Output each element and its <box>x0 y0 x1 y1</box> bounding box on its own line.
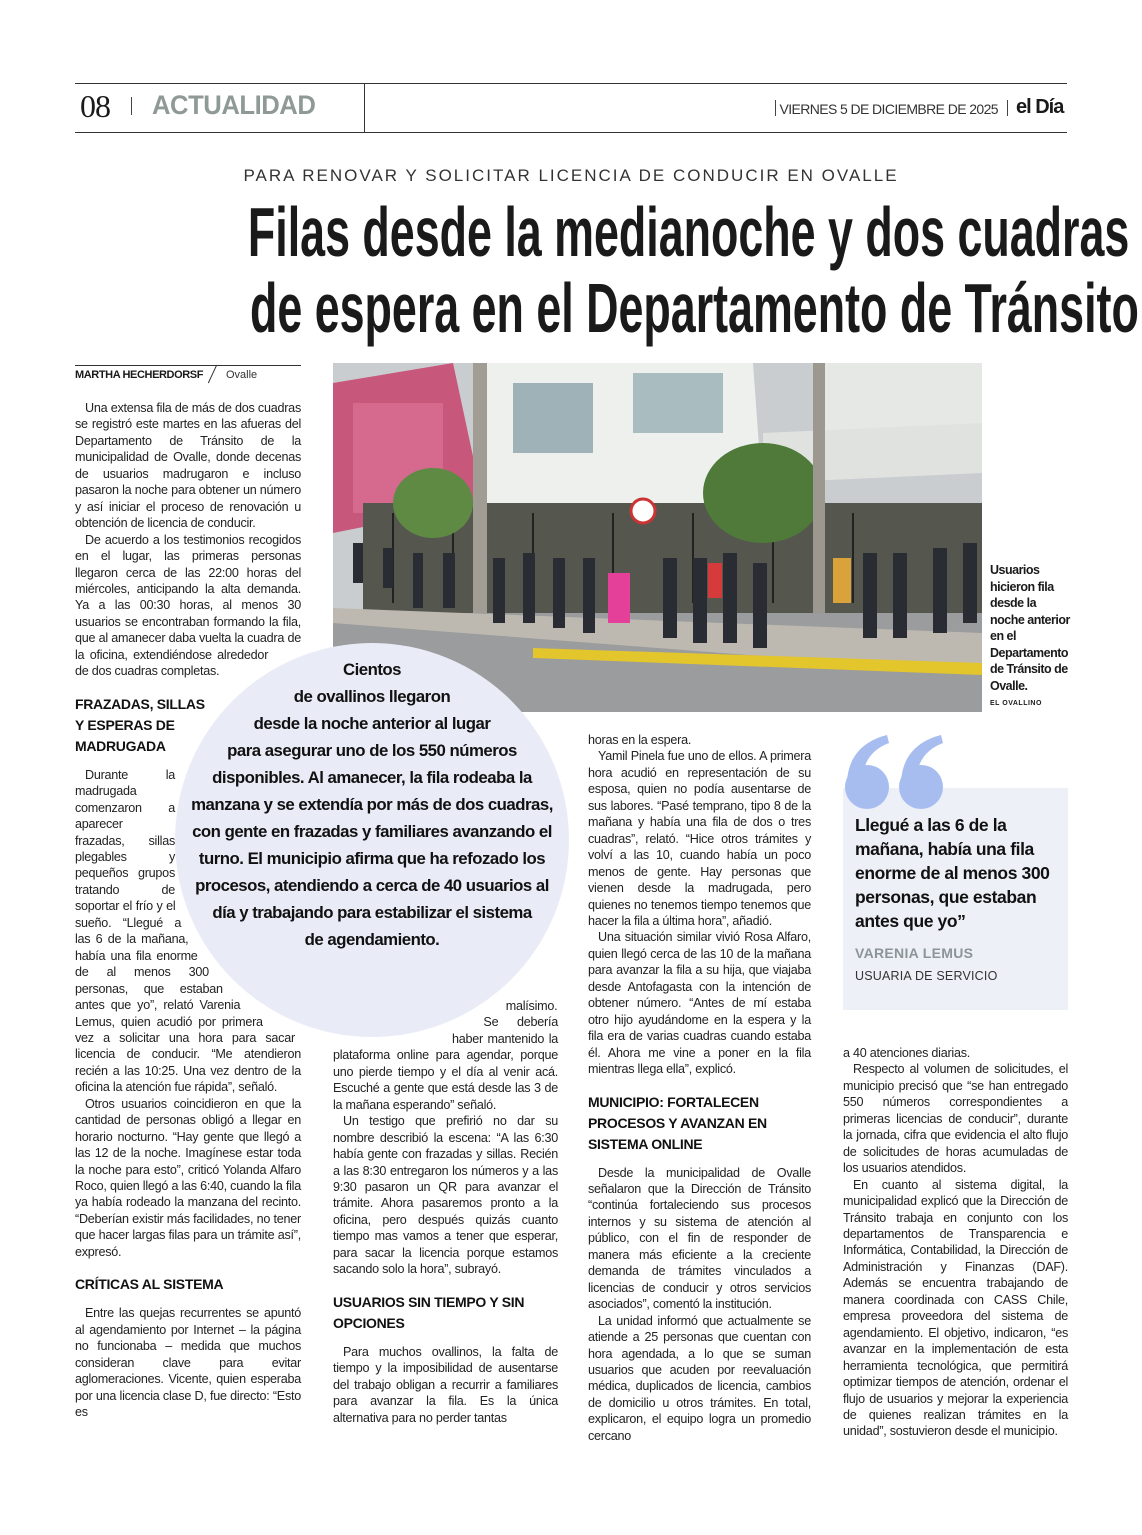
pull-quote-name: VARENIA LEMUS <box>855 945 974 961</box>
article-column-2 <box>333 982 558 1462</box>
page-number: 08 <box>80 88 110 124</box>
section-name: ACTUALIDAD <box>152 90 316 120</box>
paragraph: Otros usuarios coincidieron en que la cantidad de personas obligó a llegar en horario nocturno. “Hay gente que llegó a las 12 de la noche. Imagínese estar toda la noche para esto”, criticó Yolanda Alfaro Roco, quien llegó a las 6:40, cuando la fila ya había rodeado la manzana del recinto. “Deberían existir más facilidades, no tener que hacer largas filas para un trámite así”, expresó. <box>75 1096 301 1259</box>
newspaper-logo: el Día <box>1016 96 1064 118</box>
highlight-circle-block <box>175 646 569 1040</box>
subheading: FRAZADAS, SILLAS Y ESPERAS DE MADRUGADA <box>75 695 205 754</box>
paragraph: Durante la madrugada comenzaron a aparecer frazadas, sillas plegables y pequeños grupos tratando de soportar el frío y el sueño. “Llegué a las 6 de la mañana, había una fila enorme de al menos 300 personas, que estaban antes que yo”, relató Varenia Lemus, quien acudió por primera vez a solicitar una hora para sacar licencia de conducir. “Me atendieron recién a las 10:25. Una vez dentro de la oficina la atención fue rápida”, señaló. <box>75 767 301 1095</box>
paragraph: La unidad informó que actualmente se atiende a 25 personas que cuentan con hora agendada, a lo que se suman usuarios que acuden por reevaluación médica, duplicados de licencia, cambios de domicilio u otros trámites. En total, explicaron, el equipo logra un promedio cercano <box>588 1313 811 1443</box>
headline-line-1 <box>0 193 1142 271</box>
subheading: CRÍTICAS AL SISTEMA <box>75 1276 224 1293</box>
header-top-rule <box>75 83 1067 84</box>
quote-mark-icon <box>843 735 948 810</box>
headline-text: de espera en el Departamento de Tránsito <box>249 269 1139 347</box>
article-column-3 <box>588 732 811 1462</box>
paragraph: Una extensa fila de más de dos cuadras se registró este martes en las afueras del Departamento de Tránsito de la municipalidad de Ovalle, donde decenas de usuarios madrugaron e incluso pasaron la noche para obtener un número y así iniciar el proceso de renovación u obtención de licencia de conducir. <box>75 401 301 531</box>
paragraph: Yamil Pinela fue uno de ellos. A primera hora acudió en representación de su esposa, quien no podía ausentarse de sus labores. “Pasé temprano, tipo 8 de la mañana y había una fila de dos o tres cuadras”, relató. “Hice otros trámites y volví a las 10, cuando había un poco menos de gente. Hay personas que vienen desde la madrugada, pero quienes no tenemos tiempo tenemos que hacer la fila a última hora”, añadió. <box>588 749 811 928</box>
paragraph: Entre las quejas recurrentes se apuntó al agendamiento por Internet – la página no funcionaba – medida que muchos consideran clave para evitar aglomeraciones. Vicente, quien esperaba por una licencia clase D, fue directo: “Esto es <box>75 1306 301 1420</box>
paragraph: En cuanto al sistema digital, la municipalidad explicó que la Dirección de Tránsito trabaja en conjunto con los departamentos de Transparencia e Informática, Contabilidad, la Dirección de Administración y Finanzas (DAF). Además se encuentra trabajando de manera coordinada con CASS Chile, empresa proveedora del sistema de agendamiento. El objetivo, indicaron, “es avanzar en la implementación de esta herramienta tecnológica, que permitirá optimizar tiempos de atención, ordenar el flujo de usuarios y mejorar la experiencia de quienes realizan trámites en la unidad”, sostuvieron desde el municipio. <box>843 1177 1068 1439</box>
headline-text: Filas desde la medianoche y dos cuadras <box>247 193 1130 271</box>
paragraph: malísimo. Se debería haber mantenido la plataforma online para agendar, porque uno pierde tiempo y el día al venir acá. Escuché a gente que está desde las 3 de la mañana esperando” señaló. <box>333 999 558 1112</box>
photo-credit: EL OVALLINO <box>990 700 1042 707</box>
paragraph: horas en la espera. <box>588 733 692 747</box>
headline-line-2 <box>0 269 1142 347</box>
highlight-circle-text: Cientos de ovallinos llegaron desde la noche anterior al lugar para asegurar uno de los 550 números disponibles. Al amanecer, la fila rodeaba la manzana y se extendía por más de dos cuadras, con gente en frazadas y familiares avanzando el turno. El municipio afirma que ha refozado los procesos, atendiendo a cerca de 40 usuarios al día y trabajando para estabilizar el sistema de agendamiento. <box>191 660 553 949</box>
pull-quote-role: USUARIA DE SERVICIO <box>855 969 998 983</box>
paragraph: a 40 atenciones diarias. <box>843 1046 971 1060</box>
issue-date: VIERNES 5 DE DICIEMBRE DE 2025 <box>779 101 998 117</box>
divider <box>775 100 776 116</box>
paragraph: Respecto al volumen de solicitudes, el municipio precisó que “se han entregado 550 números correspondientes a primeras licencias de conducir”, durante la jornada, cifra que evidencia el alto flujo de solicitudes de horas acumuladas de los usuarios atendidos. <box>843 1062 1068 1176</box>
divider <box>1007 100 1008 116</box>
byline-author: MARTHA HECHERDORSF <box>75 369 204 381</box>
subheading: MUNICIPIO: FORTALECEN PROCESOS Y AVANZAN EN SISTEMA ONLINE <box>588 1093 767 1152</box>
divider <box>131 97 132 115</box>
divider <box>364 83 365 133</box>
photo-caption: Usuarios hicieron fila desde la noche anterior en el Departamento de Tránsito de Ovalle. <box>990 563 1070 693</box>
paragraph: Para muchos ovallinos, la falta de tiempo y la imposibilidad de ausentarse del trabajo obligan a recurrir a familiares para avanzar la fila. Es la única alternativa para no perder tantas <box>333 1344 558 1425</box>
pull-quote <box>855 813 1063 983</box>
article-kicker: PARA RENOVAR Y SOLICITAR LICENCIA DE CONDUCIR EN OVALLE <box>243 166 899 185</box>
paragraph: Una situación similar vivió Rosa Alfaro, quien llegó cerca de las 10 de la mañana para avanzar la fila a su hija, que viajaba desde Antofagasta con la intención de obtener número. “Antes de mí estaba otro hijo ayudándome en la espera y la fila era de varias cuadras cuando estaba él. Ahora me vine a poner en la fila mientras llega ella”, explicó. <box>588 930 811 1077</box>
pull-quote-text: Llegué a las 6 de la mañana, había una fila enorme de al menos 300 personas, que estaban antes que yo” <box>855 815 1050 931</box>
paragraph: De acuerdo a los testimonios recogidos en el lugar, las primeras personas llegaron cerca de las 22:00 horas del miércoles, anticipando la alta demanda. Ya a las 00:30 horas, al menos 30 usuarios se encontraban formando la fila, que al amanecer daba vuelta la cuadra de la oficina, extendiéndose alrededor de dos cuadras completas. <box>75 532 301 679</box>
photo-caption-block <box>990 562 1070 707</box>
article-column-4 <box>843 1045 1068 1465</box>
paragraph: Un testigo que prefirió no dar su nombre describió la escena: “A las 6:30 había gente con frazadas y sillas. Recién a las 8:30 entregaron los números y a las 9:30 pasaron un QR para avanzar el trámite. Ahora pasaremos pronto a la oficina, pero después quizás cuanto tiempo mas vamos a tener que esperar, para sacar la licencia porque estamos sacando solo la hora”, subrayó. <box>333 1114 558 1277</box>
subheading: USUARIOS SIN TIEMPO Y SIN OPCIONES <box>333 1293 525 1331</box>
header-bottom-rule <box>75 132 1067 133</box>
byline-place: Ovalle <box>226 369 258 381</box>
paragraph: Desde la municipalidad de Ovalle señalaron que la Dirección de Tránsito “continúa fortaleciendo sus procesos internos y su sistema de atención al público, con el fin de responder de manera más eficiente a la creciente demanda de trámites vinculados a licencias de conducir y otros servicios asociados”, comentó la institución. <box>588 1165 811 1312</box>
